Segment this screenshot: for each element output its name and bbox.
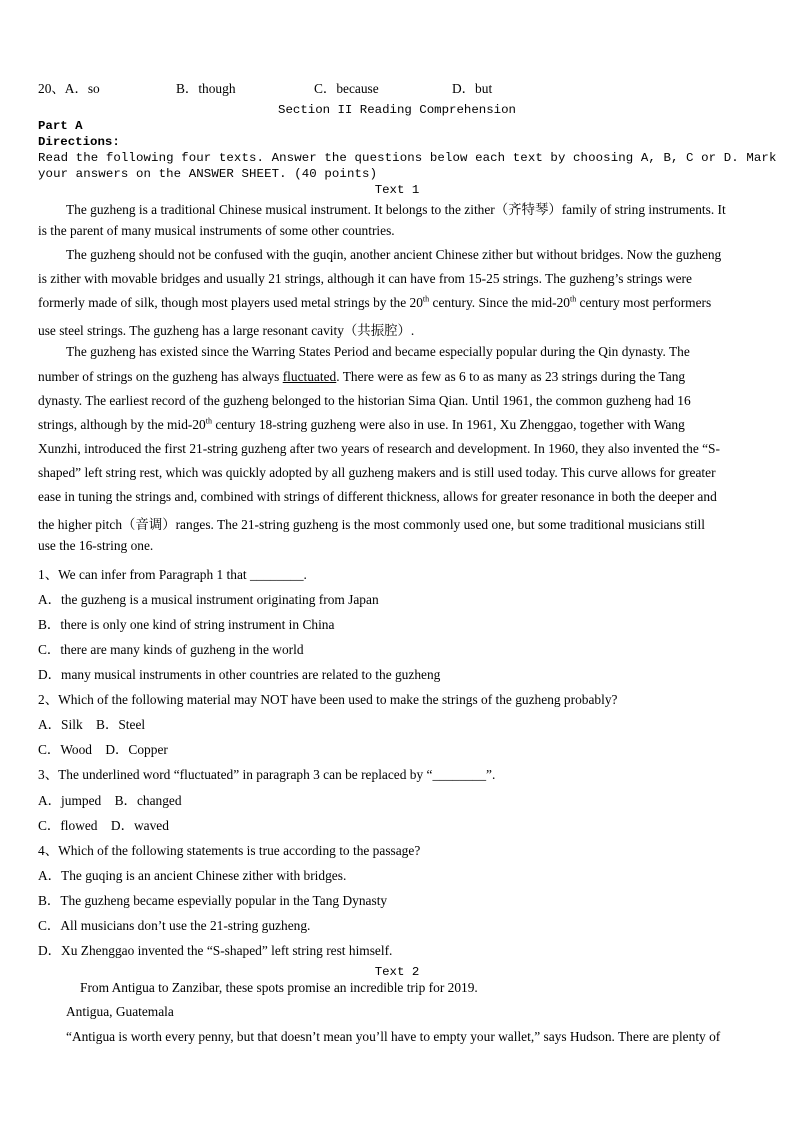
q4-stem: 4、Which of the following statements is true according to the passage? [38, 843, 421, 858]
q1-option-a: A．the guzheng is a musical instrument originating from Japan [38, 592, 379, 607]
q20-option-c: C．because [314, 81, 379, 96]
directions-line-1: Read the following four texts. Answer the questions below each text by choosing A, B, C or D. Mark [38, 151, 777, 165]
directions-label: Directions: [38, 135, 120, 149]
text1-p3-line-5: Xunzhi, introduced the first 21-string guzheng after two years of research and development. In 1960, they also invented the “S- [38, 441, 720, 456]
text2-title: Text 2 [374, 965, 420, 979]
q1-option-c: C．there are many kinds of guzheng in the world [38, 642, 304, 657]
text1-p1-line-1: The guzheng is a traditional Chinese musical instrument. It belongs to the zither（齐特琴）family of string instruments. It [66, 202, 726, 217]
underlined-word: fluctuated [282, 369, 337, 384]
text2-line-1: “Antigua is worth every penny, but that doesn’t mean you’ll have to empty your wallet,” says Hudson. There are plenty of [66, 1029, 721, 1044]
text1-p3-line-8: the higher pitch（音调）ranges. The 21-string guzheng is the most commonly used one, but some traditional musicians still [38, 517, 705, 532]
text1-p2-line-1: The guzheng should not be confused with the guqin, another ancient Chinese zither but without bridges. Now the guzheng [66, 247, 722, 262]
q4-option-a: A．The guqing is an ancient Chinese zither with bridges. [38, 868, 347, 883]
q2-options-ab: A．Silk B．Steel [38, 717, 146, 732]
text1-p2-line-4: use steel strings. The guzheng has a large resonant cavity（共振腔）. [38, 323, 415, 338]
q1-option-b: B．there is only one kind of string instrument in China [38, 617, 335, 632]
text2-heading: Antigua, Guatemala [66, 1004, 174, 1019]
text1-p3-line-9: use the 16-string one. [38, 538, 154, 553]
q1-option-d: D．many musical instruments in other countries are related to the guzheng [38, 667, 441, 682]
text1-p1-line-2: is the parent of many musical instruments of some other countries. [38, 223, 395, 238]
q20-option-a: 20、A．so [38, 81, 100, 96]
text1-p3-line-3: dynasty. The earliest record of the guzheng belonged to the historian Sima Qian. Until 1961, the common guzheng had 16 [38, 393, 691, 408]
q3-options-cd: C．flowed D．waved [38, 818, 169, 833]
q3-options-ab: A．jumped B．changed [38, 793, 182, 808]
part-label: Part A [38, 119, 83, 133]
text2-intro: From Antigua to Zanzibar, these spots promise an incredible trip for 2019. [80, 980, 478, 995]
q1-stem: 1、We can infer from Paragraph 1 that ________. [38, 567, 307, 582]
q4-option-c: C．All musicians don’t use the 21-string guzheng. [38, 918, 311, 933]
q4-option-b: B．The guzheng became espevially popular in the Tang Dynasty [38, 893, 388, 908]
q2-stem: 2、Which of the following material may NOT have been used to make the strings of the guzheng probably? [38, 692, 618, 707]
text1-p2-line-3: formerly made of silk, though most players used metal strings by the 20th century. Since the mid-20th century most performers [38, 294, 712, 310]
text1-title: Text 1 [374, 183, 420, 197]
q2-options-cd: C．Wood D．Copper [38, 742, 168, 757]
q20-options [38, 78, 758, 96]
q20-option-d: D．but [452, 81, 493, 96]
q3-stem: 3、The underlined word “fluctuated” in paragraph 3 can be replaced by “________”. [38, 767, 496, 782]
section-title: Section II Reading Comprehension [278, 103, 516, 117]
text1-p2-line-2: is zither with movable bridges and usually 21 strings, although it can have from 15-25 strings. The guzheng’s strings were [38, 271, 692, 286]
q20-option-b: B．though [176, 81, 236, 96]
text1-p3-line-7: ease in tuning the strings and, combined with strings of different thickness, allows for greater resonance in both the deeper and [38, 489, 717, 504]
text1-p3-line-2: number of strings on the guzheng has always fluctuated. There were as few as 6 to as many as 23 strings during the Tang [38, 369, 686, 384]
text1-p3-line-4: strings, although by the mid-20th century 18-string guzheng were also in use. In 1961, Xu Zhenggao, together with Wang [38, 416, 685, 432]
q4-option-d: D．Xu Zhenggao invented the “S-shaped” left string rest himself. [38, 943, 393, 958]
text1-p3-line-6: shaped” left string rest, which was quickly adopted by all guzheng makers and is still used today. This curve allows for greater [38, 465, 716, 480]
text1-p3-line-1: The guzheng has existed since the Warring States Period and became especially popular during the Qin dynasty. The [66, 344, 690, 359]
directions-line-2: your answers on the ANSWER SHEET. (40 points) [38, 167, 378, 181]
